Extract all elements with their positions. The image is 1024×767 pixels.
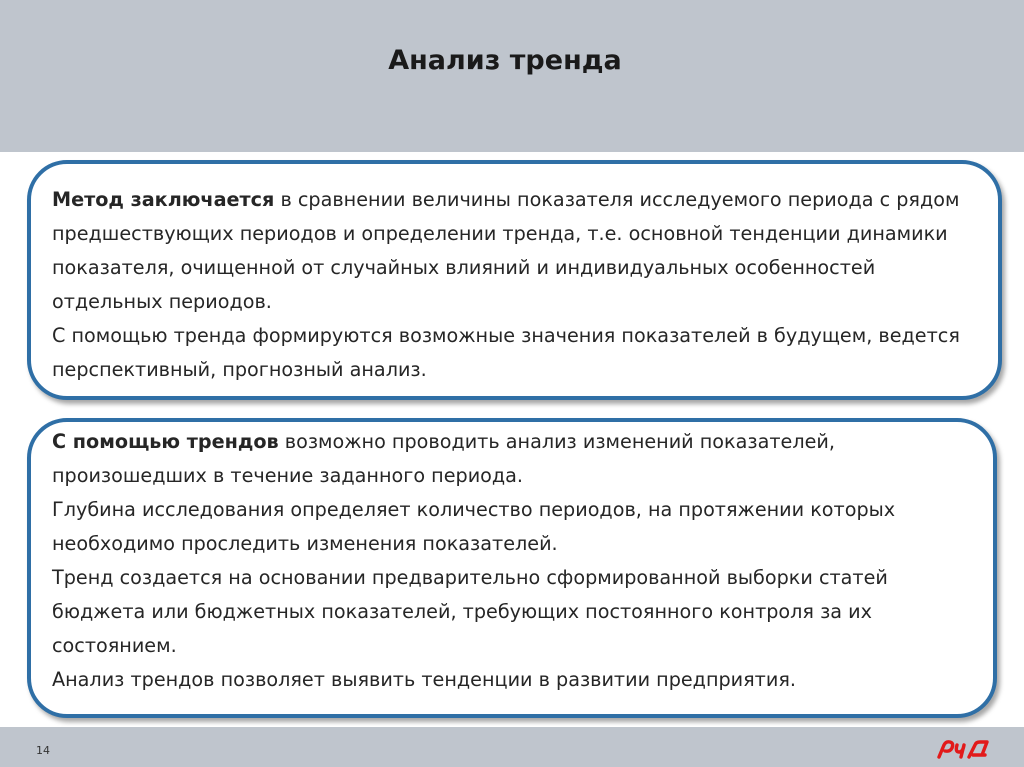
page-number: 14 xyxy=(36,744,50,757)
header-band xyxy=(0,0,1024,152)
rzd-logo-icon xyxy=(935,737,991,761)
method-bold-lead: Метод заключается xyxy=(52,188,275,211)
trends-para2: Глубина исследования определяет количество периодов, на протяжении которых необходимо проследить изменения показателей. xyxy=(52,498,896,555)
method-para2: С помощью тренда формируются возможные значения показателей в будущем, ведется перспективный, прогнозный анализ. xyxy=(52,324,960,381)
method-para1: в сравнении величины показателя исследуемого периода с рядом предшествующих периодов и определении тренда, т.е. основной тенденции динамики показателя, очищенной от случайных влияний и индивидуальных особенностей отдельных периодов. xyxy=(52,188,960,313)
trends-para1: возможно проводить анализ изменений показателей, произошедших в течение заданного периода. xyxy=(52,430,835,487)
footer-band xyxy=(0,727,1024,767)
slide-title: Анализ тренда xyxy=(388,45,622,76)
method-text xyxy=(52,183,982,387)
trends-para4: Анализ трендов позволяет выявить тенденции в развитии предприятия. xyxy=(52,668,796,691)
trends-bold-lead: С помощью трендов xyxy=(52,430,279,453)
trends-text xyxy=(52,425,987,697)
trends-para3: Тренд создается на основании предварительно сформированной выборки статей бюджета или бюджетных показателей, требующих постоянного контроля за их состоянием. xyxy=(52,566,888,657)
